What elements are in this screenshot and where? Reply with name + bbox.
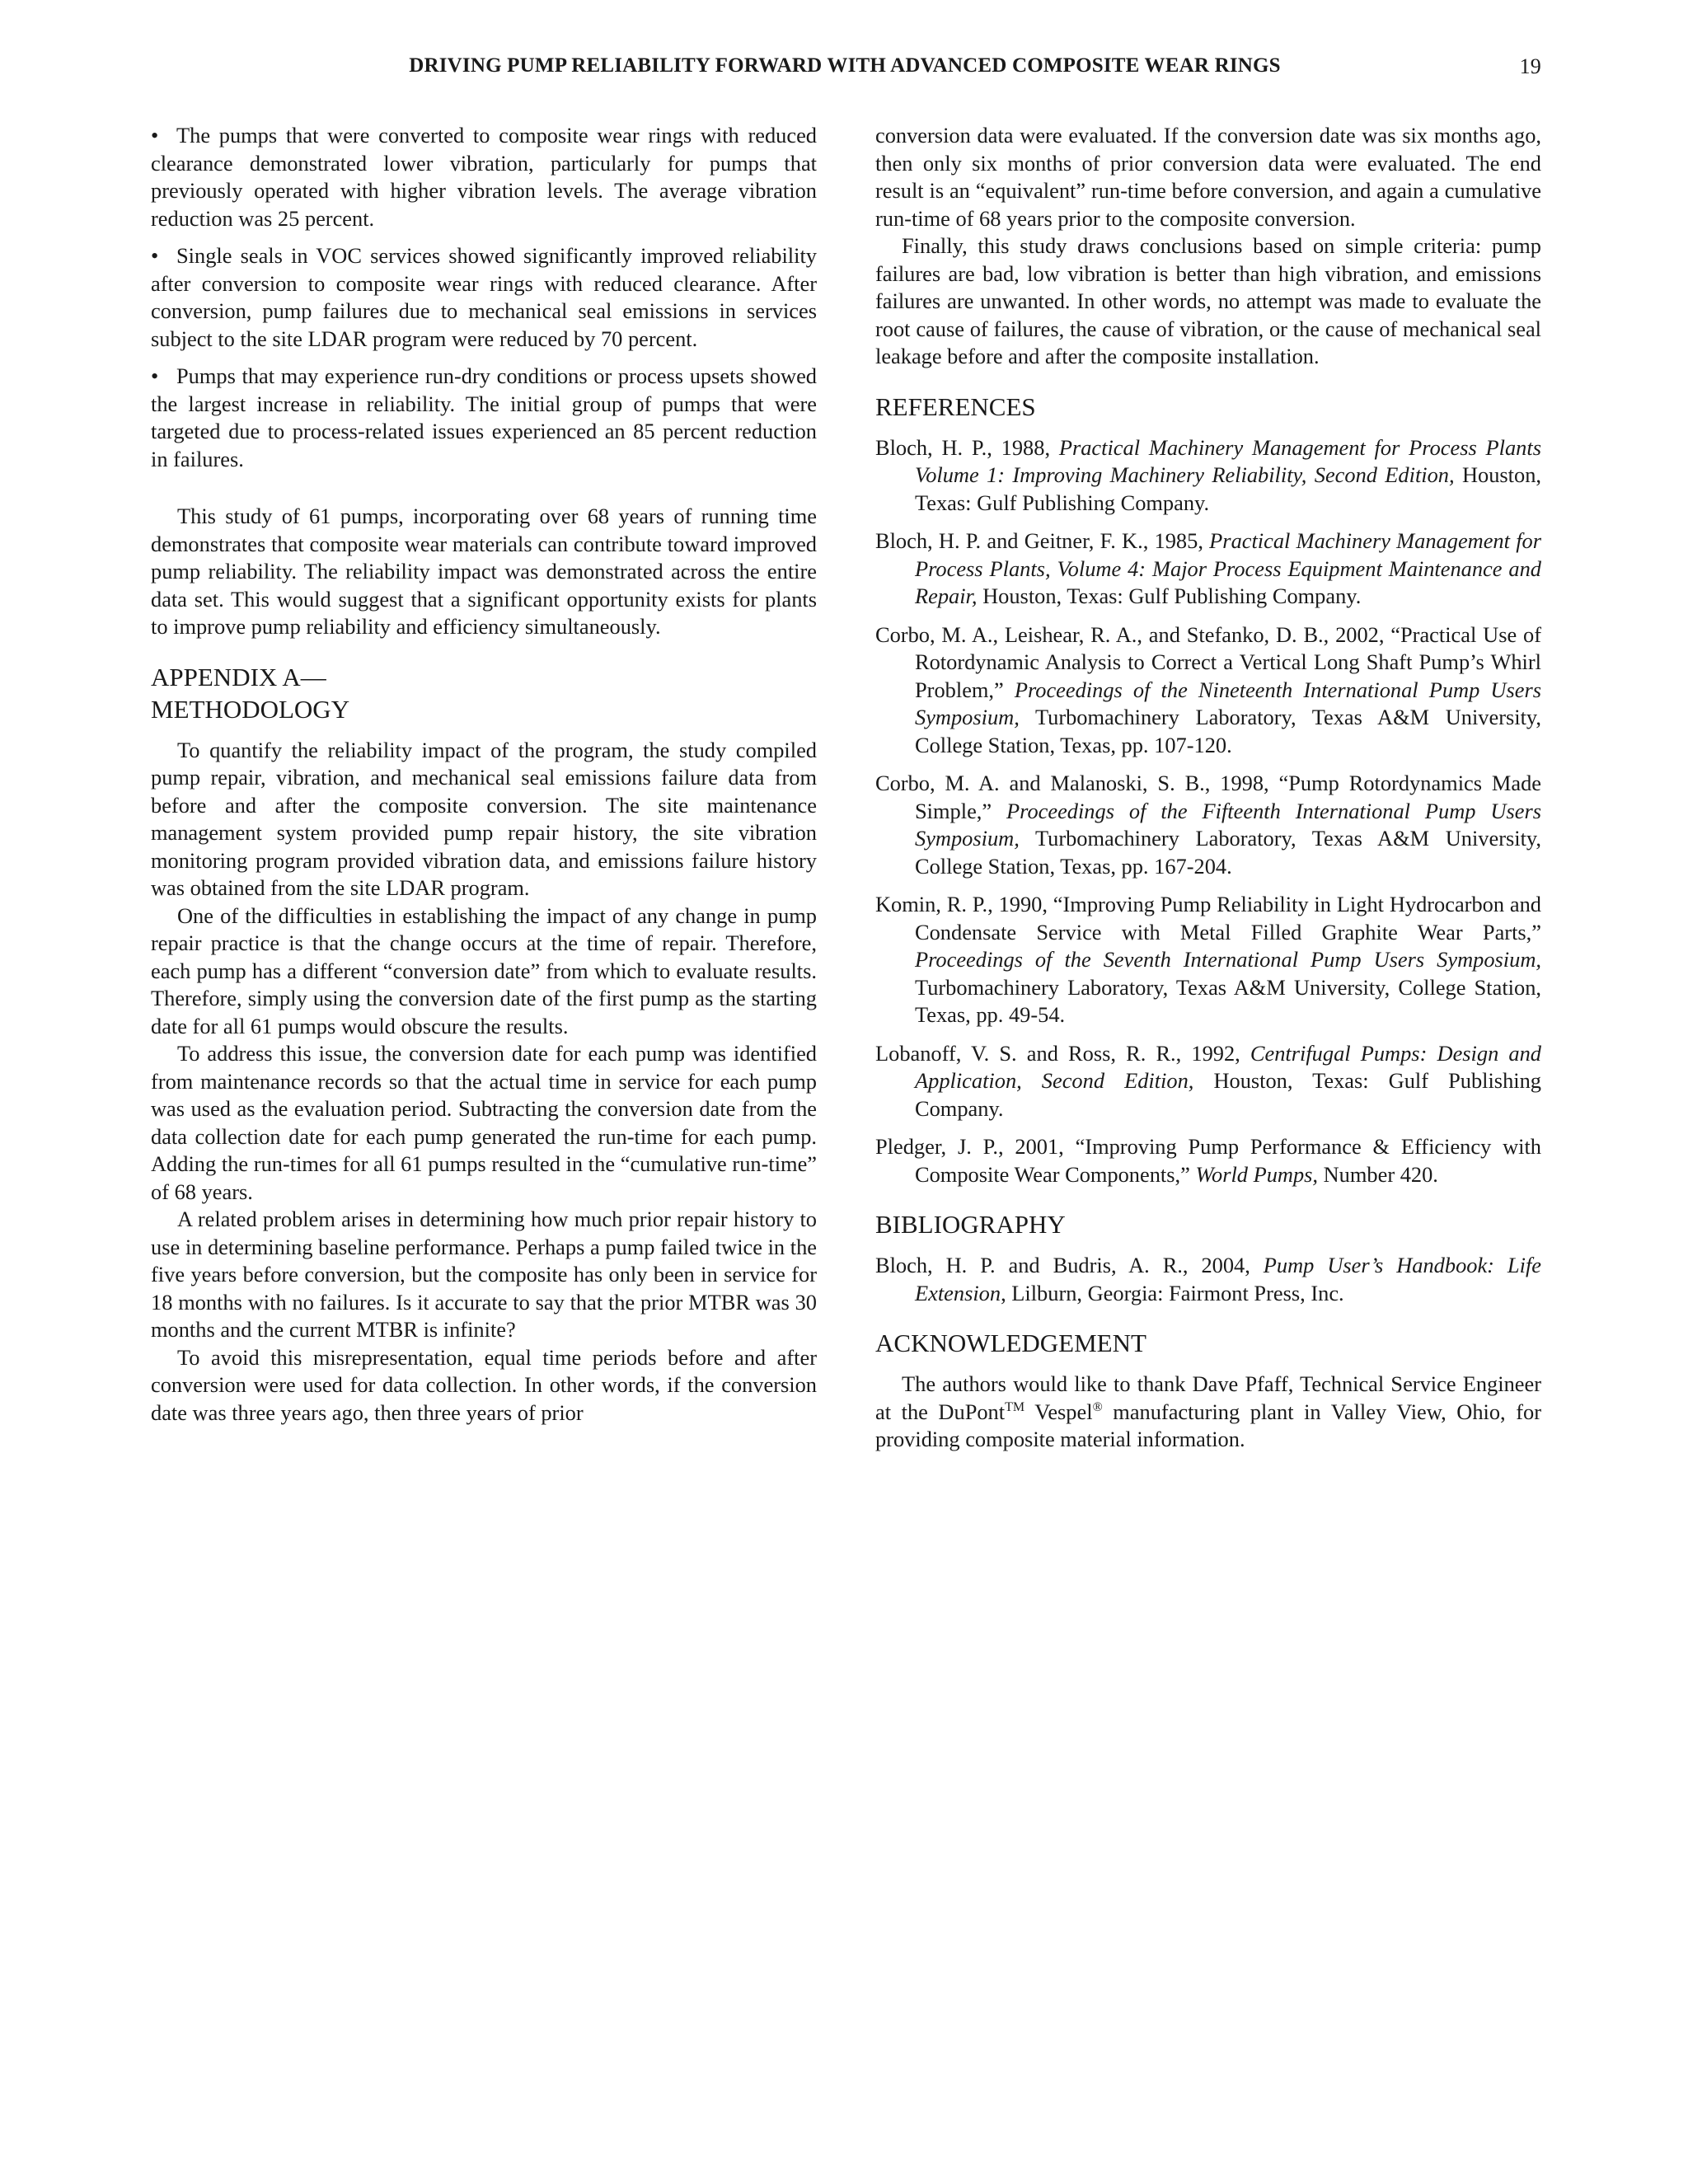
bullet-item: • Pumps that may experience run-dry conditions or process upsets showed the largest increase in reliability. The initial group of pumps that were targeted due to process-related issues experienced an 85 percent reduction in failures. <box>151 363 817 471</box>
reference-item: Pledger, J. P., 2001, “Improving Pump Performance & Efficiency with Composite Wear Components,” World Pumps, Number 420. <box>875 1134 1541 1187</box>
bullet-item: • The pumps that were converted to composite wear rings with reduced clearance demonstrated lower vibration, particularly for pumps that previously operated with higher vibration levels. The average vibration reduction was 25 percent. <box>151 123 817 231</box>
methodology-paragraph: To avoid this misrepresentation, equal time periods before and after conversion were used for data collection. In other words, if the conversion date was three years ago, then three years of prior <box>151 1344 817 1425</box>
reference-item: Bloch, H. P., 1988, Practical Machinery Management for Process Plants Volume 1: Improving Machinery Reliability, Second Edition, Houston, Texas: Gulf Publishing Company. <box>875 434 1541 515</box>
acknowledgement-paragraph: The authors would like to thank Dave Pfaff, Technical Service Engineer at the DuPont™ Vespel® manufacturing plant in Valley View, Ohio, for providing composite material information. <box>875 1371 1541 1451</box>
summary-paragraph: This study of 61 pumps, incorporating over 68 years of running time demonstrates that composite wear materials can contribute toward improved pump reliability. The reliability impact was demonstrated across the entire data set. This would suggest that a significant opportunity exists for plants to improve pump reliability and efficiency simultaneously. <box>151 504 817 639</box>
bibliography-item: Bloch, H. P. and Budris, A. R., 2004, Pump User’s Handbook: Life Extension, Lilburn, Georgia: Fairmont Press, Inc. <box>875 1253 1541 1305</box>
bullet-icon: • <box>151 243 159 268</box>
bibliography-heading: BIBLIOGRAPHY <box>875 1210 1066 1239</box>
methodology-paragraph: To quantify the reliability impact of the program, the study compiled pump repair, vibration, and mechanical seal emissions failure data from before and after the composite conversion. The site maintenance management system provided pump repair history, the site vibration monitoring program provided vibration data, and emissions failure history was obtained from the site LDAR program. <box>151 737 817 900</box>
reference-item: Komin, R. P., 1990, “Improving Pump Reliability in Light Hydrocarbon and Condensate Service with Metal Filled Graphite Wear Parts,” Proceedings of the Seventh International Pump Users Symposium, Turbomachinery Laboratory, Texas A&M University, College Station, Texas, pp. 49-54. <box>875 892 1541 1027</box>
page-number: 19 <box>1519 54 1541 78</box>
reference-item: Corbo, M. A. and Malanoski, S. B., 1998, “Pump Rotordynamics Made Simple,” Proceedings of the Fifteenth International Pump Users Symposium, Turbomachinery Laboratory, Texas A&M University, College Station, Texas, pp. 167-204. <box>875 771 1542 879</box>
trademark-mark: TM <box>1005 1399 1025 1414</box>
left-column <box>151 122 817 1427</box>
bullet-icon: • <box>151 123 159 148</box>
continued-paragraph: conversion data were evaluated. If the conversion date was six months ago, then only six months of prior conversion data were evaluated. The end result is an “equivalent” run-time before conversion, and again a cumulative run-time of 68 years prior to the composite conversion. <box>875 123 1541 231</box>
acknowledgement-heading: ACKNOWLEDGEMENT <box>875 1329 1146 1357</box>
appendix-heading: APPENDIX A— METHODOLOGY <box>151 662 350 724</box>
bullet-icon: • <box>151 363 159 388</box>
reference-item: Lobanoff, V. S. and Ross, R. R., 1992, Centrifugal Pumps: Design and Application, Second Edition, Houston, Texas: Gulf Publishing Company. <box>875 1040 1542 1121</box>
right-column <box>875 122 1541 1454</box>
methodology-paragraph: To address this issue, the conversion date for each pump was identified from maintenance records so that the actual time in service for each pump was used as the evaluation period. Subtracting the conversion date from the data collection date for each pump generated the run-time for each pump. Adding the run-times for all 61 pumps resulted in the “cumulative run-time” of 68 years. <box>151 1041 817 1204</box>
final-paragraph: Finally, this study draws conclusions based on simple criteria: pump failures are bad, low vibration is better than high vibration, and emissions failures are unwanted. In other words, no attempt was made to evaluate the root cause of failures, the cause of vibration, or the cause of mechanical seal leakage before and after the composite installation. <box>875 233 1541 368</box>
methodology-paragraph: One of the difficulties in establishing the impact of any change in pump repair practice is that the change occurs at the time of repair. Therefore, each pump has a different “conversion date” from which to evaluate results. Therefore, simply using the conversion date of the first pump as the starting date for all 61 pumps would obscure the results. <box>151 902 817 1038</box>
methodology-paragraph: A related problem arises in determining how much prior repair history to use in determining baseline performance. Perhaps a pump failed twice in the five years before conversion, but the composite has only been in service for 18 months with no failures. Is it accurate to say that the prior MTBR was 30 months and the current MTBR is infinite? <box>151 1207 817 1342</box>
registered-mark: ® <box>1092 1399 1103 1414</box>
reference-item: Bloch, H. P. and Geitner, F. K., 1985, Practical Machinery Management for Process Plants, Volume 4: Major Process Equipment Maintenance and Repair, Houston, Texas: Gulf Publishing Company. <box>875 528 1541 608</box>
reference-item: Corbo, M. A., Leishear, R. A., and Stefanko, D. B., 2002, “Practical Use of Rotordynamic Analysis to Correct a Vertical Long Shaft Pump’s Whirl Problem,” Proceedings of the Nineteenth International Pump Users Symposium, Turbomachinery Laboratory, Texas A&M University, College Station, Texas, pp. 107-120. <box>875 621 1541 757</box>
running-title: DRIVING PUMP RELIABILITY FORWARD WITH ADVANCED COMPOSITE WEAR RINGS <box>409 54 1281 77</box>
bullet-item: • Single seals in VOC services showed significantly improved reliability after conversion to composite wear rings with reduced clearance. After conversion, pump failures due to mechanical seal emissions in services subject to the site LDAR program were reduced by 70 percent. <box>151 243 817 351</box>
references-heading: REFERENCES <box>875 391 1036 421</box>
